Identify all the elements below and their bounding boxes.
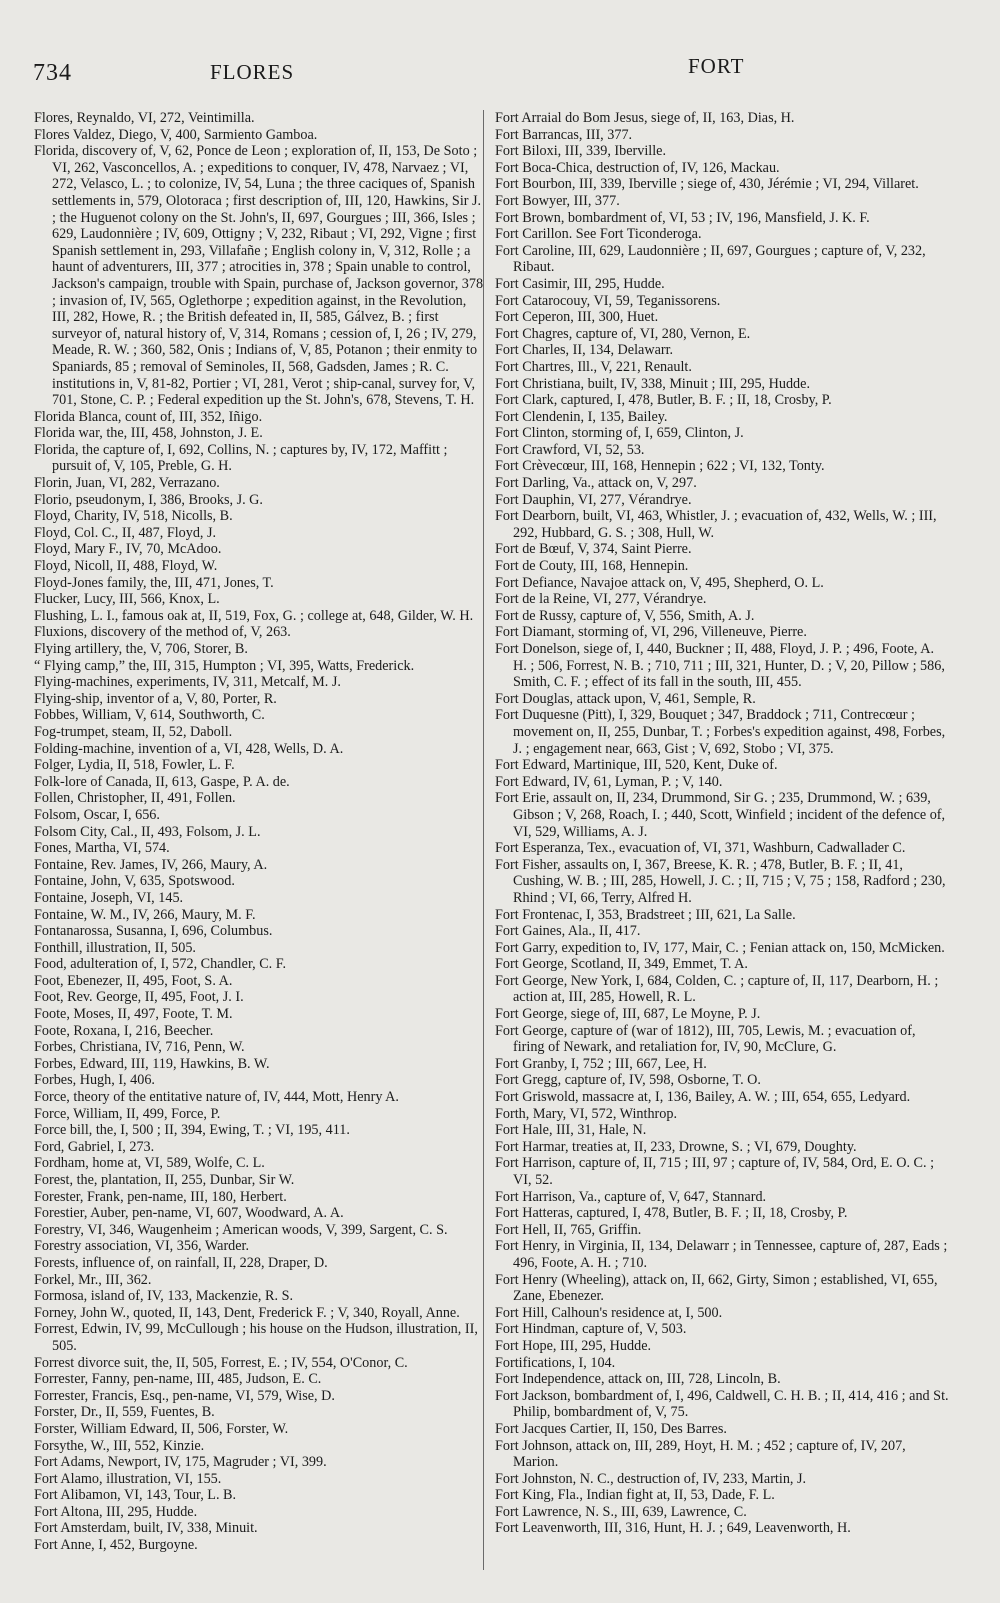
- index-entry: Florin, Juan, VI, 282, Verrazano.: [34, 475, 220, 492]
- index-entry: Fontaine, Joseph, VI, 145.: [34, 889, 184, 906]
- index-entry: Fort Clark, captured, I, 478, Butler, B. F. ; II, 18, Crosby, P.: [495, 392, 832, 409]
- index-entry: Fort Hell, II, 765, Griffin.: [495, 1221, 642, 1238]
- running-head-right: FORT: [688, 54, 745, 78]
- index-entry: Fort de Couty, III, 168, Hennepin.: [495, 558, 689, 575]
- index-entry: Fortifications, I, 104.: [495, 1354, 616, 1371]
- index-entry: Fort Darling, Va., attack on, V, 297.: [495, 475, 697, 492]
- index-entry: Fort Brown, bombardment of, VI, 53 ; IV, 196, Mansfield, J. K. F.: [495, 209, 870, 226]
- index-entry: Fog-trumpet, steam, II, 52, Daboll.: [34, 723, 233, 740]
- index-entry: Foot, Ebenezer, II, 495, Foot, S. A.: [34, 972, 233, 989]
- index-entry: Fort Crèvecœur, III, 168, Hennepin ; 622 ; VI, 132, Tonty.: [495, 458, 825, 475]
- index-entry: Flying-machines, experiments, IV, 311, Metcalf, M. J.: [34, 674, 341, 691]
- index-entry: Folk-lore of Canada, II, 613, Gaspe, P. A. de.: [34, 773, 290, 790]
- index-entry: Fort Diamant, storming of, VI, 296, Villeneuve, Pierre.: [495, 624, 807, 641]
- index-entry: Fort Donelson, siege of, I, 440, Buckner ; II, 488, Floyd, J. P. ; 496, Foote, A. H. ; 506, Forrest, N. B. ; 710, 711 ; III, 321, Hunter, D. ; V, 20, Pillow ; 586, Smith, C. F. ; effect of its fall in the south, III, 455.: [495, 641, 945, 691]
- index-entry: Force, William, II, 499, Force, P.: [34, 1105, 221, 1122]
- index-entry: Fort Independence, attack on, III, 728, Lincoln, B.: [495, 1371, 781, 1388]
- index-column-left: [34, 110, 486, 1554]
- index-entry: Fontaine, John, V, 635, Spotswood.: [34, 873, 235, 890]
- index-entry: Fort Clendenin, I, 135, Bailey.: [495, 408, 668, 425]
- index-entry: Formosa, island of, IV, 133, Mackenzie, R. S.: [34, 1288, 294, 1305]
- index-entry: Fort Boca-Chica, destruction of, IV, 126, Mackau.: [495, 159, 780, 176]
- index-entry: Floyd, Col. C., II, 487, Floyd, J.: [34, 524, 217, 541]
- index-entry: Fort Lawrence, N. S., III, 639, Lawrence, C.: [495, 1503, 747, 1520]
- index-entry: Fort Duquesne (Pitt), I, 329, Bouquet ; 347, Braddock ; 711, Contrecœur ; movement on, II, 255, Dunbar, T. ; Forbes's expedition against, 498, Forbes, J. ; engagement near, 663, Gist ; V, 692, Stobo ; VI, 375.: [495, 707, 946, 757]
- index-entry: Fort Christiana, built, IV, 338, Minuit ; III, 295, Hudde.: [495, 375, 810, 392]
- index-entry: Fort George, capture of (war of 1812), III, 705, Lewis, M. ; evacuation of, firing of Newark, and retaliation for, IV, 90, McClure, G.: [495, 1022, 916, 1056]
- index-entry: Florida war, the, III, 458, Johnston, J. E.: [34, 425, 263, 442]
- index-entry: Fort Ceperon, III, 300, Huet.: [495, 309, 659, 326]
- index-entry: Forbes, Edward, III, 119, Hawkins, B. W.: [34, 1055, 270, 1072]
- index-entry: Florida Blanca, count of, III, 352, Iñigo.: [34, 408, 263, 425]
- index-entry: Fort Chartres, Ill., V, 221, Renault.: [495, 358, 692, 375]
- index-entry: Fort Clinton, storming of, I, 659, Clinton, J.: [495, 425, 744, 442]
- index-entry: Fort Dearborn, built, VI, 463, Whistler, J. ; evacuation of, 432, Wells, W. ; III, 292, Hubbard, G. S. ; 308, Hull, W.: [495, 508, 937, 541]
- index-entry: Flucker, Lucy, III, 566, Knox, L.: [34, 591, 220, 608]
- index-entry: Flushing, L. I., famous oak at, II, 519, Fox, G. ; college at, 648, Gilder, W. H.: [34, 607, 474, 624]
- index-entry: Fort Jackson, bombardment of, I, 496, Caldwell, C. H. B. ; II, 414, 416 ; and St. Philip, bombardment of, V, 75.: [495, 1387, 949, 1421]
- index-entry: Forestry association, VI, 356, Warder.: [34, 1238, 250, 1255]
- index-entry: Fort Adams, Newport, IV, 175, Magruder ; VI, 399.: [34, 1454, 327, 1471]
- index-column-right: [495, 110, 950, 1537]
- index-entry: Forth, Mary, VI, 572, Winthrop.: [495, 1105, 678, 1122]
- index-entry: Fort Granby, I, 752 ; III, 667, Lee, H.: [495, 1055, 707, 1072]
- index-entry: Fort Edward, IV, 61, Lyman, P. ; V, 140.: [495, 773, 723, 790]
- index-entry: Fort Douglas, attack upon, V, 461, Semple, R.: [495, 690, 756, 707]
- index-entry: Forster, William Edward, II, 506, Forster, W.: [34, 1420, 289, 1437]
- index-entry: Fort Charles, II, 134, Delawarr.: [495, 342, 674, 359]
- index-entry: Fort George, New York, I, 684, Colden, C. ; capture of, II, 117, Dearborn, H. ; action at, III, 285, Howell, R. L.: [495, 972, 939, 1006]
- index-entry: Fort Hope, III, 295, Hudde.: [495, 1337, 652, 1354]
- index-entry: Forkel, Mr., III, 362.: [34, 1271, 152, 1288]
- index-entry: Fort Biloxi, III, 339, Iberville.: [495, 143, 667, 160]
- index-entry: Fort Arraial do Bom Jesus, siege of, II, 163, Dias, H.: [495, 110, 795, 126]
- index-entry: Florida, the capture of, I, 692, Collins, N. ; captures by, IV, 172, Maffitt ; pursuit of, V, 105, Preble, G. H.: [34, 441, 448, 475]
- index-entry: Force, theory of the entitative nature of, IV, 444, Mott, Henry A.: [34, 1089, 399, 1106]
- index-entry: Floyd, Charity, IV, 518, Nicolls, B.: [34, 508, 233, 525]
- index-entry: Fort de la Reine, VI, 277, Vérandrye.: [495, 591, 707, 608]
- index-entry: Follen, Christopher, II, 491, Follen.: [34, 790, 236, 807]
- index-entry: Fort Hill, Calhoun's residence at, I, 500.: [495, 1304, 723, 1321]
- index-entry: Fort Griswold, massacre at, I, 136, Bailey, A. W. ; III, 654, 655, Ledyard.: [495, 1089, 911, 1106]
- index-entry: Folger, Lydia, II, 518, Fowler, L. F.: [34, 757, 235, 774]
- index-entry: Fobbes, William, V, 614, Southworth, C.: [34, 707, 265, 724]
- index-entry: Fort Catarocouy, VI, 59, Teganissorens.: [495, 292, 721, 309]
- index-entry: Fort Defiance, Navajoe attack on, V, 495, Shepherd, O. L.: [495, 574, 824, 591]
- index-entry: Fort Esperanza, Tex., evacuation of, VI, 371, Washburn, Cadwallader C.: [495, 840, 906, 857]
- running-head-left: FLORES: [210, 60, 295, 84]
- index-entry: Forbes, Hugh, I, 406.: [34, 1072, 155, 1089]
- index-entry: Forster, Dr., II, 559, Fuentes, B.: [34, 1404, 215, 1421]
- index-entry: Fort de Russy, capture of, V, 556, Smith, A. J.: [495, 607, 755, 624]
- index-entry: Food, adulteration of, I, 572, Chandler, C. F.: [34, 956, 287, 973]
- index-entry: Fort Caroline, III, 629, Laudonnière ; II, 697, Gourgues ; capture of, V, 232, Ribaut.: [495, 242, 926, 276]
- index-entry: Forrester, Francis, Esq., pen-name, VI, 579, Wise, D.: [34, 1387, 335, 1404]
- index-entry: Fort Harrison, Va., capture of, V, 647, Stannard.: [495, 1188, 767, 1205]
- index-entry: Fordham, home at, VI, 589, Wolfe, C. L.: [34, 1155, 265, 1172]
- index-entry: Foote, Roxana, I, 216, Beecher.: [34, 1022, 214, 1039]
- index-entry: Ford, Gabriel, I, 273.: [34, 1138, 155, 1155]
- index-entry: Forestier, Auber, pen-name, VI, 607, Woodward, A. A.: [34, 1205, 344, 1222]
- page-number: 734: [33, 60, 72, 86]
- index-entry: Flying artillery, the, V, 706, Storer, B.: [34, 641, 248, 657]
- index-entry: Fort Harmar, treaties at, II, 233, Drowne, S. ; VI, 679, Doughty.: [495, 1138, 857, 1155]
- index-entry: Forney, John W., quoted, II, 143, Dent, Frederick F. ; V, 340, Royall, Anne.: [34, 1304, 460, 1321]
- index-entry: Fort Chagres, capture of, VI, 280, Vernon, E.: [495, 325, 751, 342]
- index-entry: Fontaine, Rev. James, IV, 266, Maury, A.: [34, 856, 268, 873]
- index-entry: Fort Gaines, Ala., II, 417.: [495, 923, 641, 940]
- index-entry: Fort George, siege of, III, 687, Le Moyne, P. J.: [495, 1006, 761, 1023]
- index-entry: Fort Carillon. See Fort Ticonderoga.: [495, 226, 702, 243]
- index-entry: Fort Jacques Cartier, II, 150, Des Barres.: [495, 1420, 727, 1437]
- index-entry: Folding-machine, invention of a, VI, 428, Wells, D. A.: [34, 740, 344, 757]
- index-entry: Fort Dauphin, VI, 277, Vérandrye.: [495, 491, 692, 508]
- index-entry: Fort Gregg, capture of, IV, 598, Osborne, T. O.: [495, 1072, 761, 1089]
- index-entry: Forsythe, W., III, 552, Kinzie.: [34, 1437, 205, 1454]
- index-entry: Force bill, the, I, 500 ; II, 394, Ewing, T. ; VI, 195, 411.: [34, 1122, 350, 1139]
- index-entry: Fort Bowyer, III, 377.: [495, 192, 620, 209]
- index-entry: Fort Hindman, capture of, V, 503.: [495, 1321, 687, 1338]
- index-entry: Fort Barrancas, III, 377.: [495, 126, 633, 143]
- index-entry: Floyd-Jones family, the, III, 471, Jones, T.: [34, 574, 274, 591]
- index-entry: Forests, influence of, on rainfall, II, 228, Draper, D.: [34, 1254, 328, 1271]
- index-entry: Fontanarossa, Susanna, I, 696, Columbus.: [34, 923, 273, 940]
- index-entry: Fonthill, illustration, II, 505.: [34, 939, 196, 956]
- index-entry: Foote, Moses, II, 497, Foote, T. M.: [34, 1006, 233, 1023]
- index-entry: Florida, discovery of, V, 62, Ponce de Leon ; exploration of, II, 153, De Soto ; VI, 262, Vasconcellos, A. ; expeditions to conquer, IV, 478, Narvaez ; VI, 272, Velasco, L. ; to colonize, IV, 54, Luna ; the three caciques of, Spanish settlements in, 579, Olotoraca ; first description of, III, 120, Hawkins, Sir J. ; the Huguenot colony on the St. John's, II, 697, Gourgues ; III, 366, Isles ; 629, Laudonnière ; IV, 609, Ottigny ; V, 232, Ribaut ; VI, 292, Vigne ; first Spanish settlement in, 293, Villafañe ; English colony in, V, 312, Rolle ; a haunt of adventurers, III, 377 ; atrocities in, 378 ; Spain unable to control, Jackson's campaign, trouble with Spain, purchase of, Jackson governor, 378 ; invasion of, IV, 565, Oglethorpe ; expedition against, in the Revolution, III, 282, Howe, R. ; the British defeated in, II, 585, Gálvez, B. ; first surveyor of, natural history of, V, 314, Romans ; cession of, I, 26 ; IV, 279, Meade, R. W. ; 360, 582, Onis ; Indians of, V, 85, Potanon ; their enmity to Spaniards, 85 ; removal of Seminoles, II, 568, Gadsden, James ; R. C. institutions in, V, 81-82, Portier ; VI, 281, Verot ; ship-canal, survey for, V, 701, Stone, C. P. ; Federal expedition up the St. John's, 678, Stevens, T. H.: [34, 143, 484, 409]
- index-entry: Flying-ship, inventor of a, V, 80, Porter, R.: [34, 690, 277, 707]
- index-entry: Fort Fisher, assaults on, I, 367, Breese, K. R. ; 478, Butler, B. F. ; II, 41, Cushing, W. B. ; III, 285, Howell, J. C. ; II, 715 ; V, 75 ; 158, Radford ; 230, Rhind ; VI, 66, Terry, Alfred H.: [495, 856, 946, 906]
- index-entry: Fluxions, discovery of the method of, V, 263.: [34, 624, 291, 641]
- index-entry: Fort Harrison, capture of, II, 715 ; III, 97 ; capture of, IV, 584, Ord, E. O. C. ; VI, 52.: [495, 1155, 935, 1188]
- index-entry: Floyd, Nicoll, II, 488, Floyd, W.: [34, 558, 218, 575]
- index-entry: Flores, Reynaldo, VI, 272, Veintimilla.: [34, 110, 255, 126]
- index-entry: Fort Garry, expedition to, IV, 177, Mair, C. ; Fenian attack on, 150, McMicken.: [495, 939, 945, 956]
- index-entry: Folsom City, Cal., II, 493, Folsom, J. L.: [34, 823, 261, 840]
- index-entry: Fort Leavenworth, III, 316, Hunt, H. J. ; 649, Leavenworth, H.: [495, 1520, 851, 1537]
- index-entry: Fort de Bœuf, V, 374, Saint Pierre.: [495, 541, 692, 558]
- index-entry: Floyd, Mary F., IV, 70, McAdoo.: [34, 541, 222, 558]
- index-entry: Forrest, Edwin, IV, 99, McCullough ; his house on the Hudson, illustration, II, 505.: [34, 1321, 478, 1354]
- index-entry: Fort Frontenac, I, 353, Bradstreet ; III, 621, La Salle.: [495, 906, 796, 923]
- index-entry: Fort Edward, Martinique, III, 520, Kent, Duke of.: [495, 757, 778, 774]
- index-entry: Flores Valdez, Diego, V, 400, Sarmiento Gamboa.: [34, 126, 318, 143]
- index-entry: “ Flying camp,” the, III, 315, Humpton ; VI, 395, Watts, Frederick.: [34, 657, 415, 674]
- index-entry: Fort Johnson, attack on, III, 289, Hoyt, H. M. ; 452 ; capture of, IV, 207, Marion.: [495, 1437, 906, 1471]
- index-entry: Fones, Martha, VI, 574.: [34, 840, 170, 857]
- index-entry: Fort Alibamon, VI, 143, Tour, L. B.: [34, 1487, 237, 1504]
- index-entry: Fort Anne, I, 452, Burgoyne.: [34, 1537, 198, 1554]
- column-divider: [483, 110, 484, 1570]
- index-entry: Fort Henry (Wheeling), attack on, II, 662, Girty, Simon ; established, VI, 655, Zane, Ebenezer.: [495, 1271, 938, 1305]
- index-entry: Forbes, Christiana, IV, 716, Penn, W.: [34, 1039, 245, 1056]
- index-entry: Fort Casimir, III, 295, Hudde.: [495, 275, 665, 292]
- index-entry: Fort Bourbon, III, 339, Iberville ; siege of, 430, Jérémie ; VI, 294, Villaret.: [495, 176, 919, 193]
- index-entry: Folsom, Oscar, I, 656.: [34, 806, 160, 823]
- index-entry: Fort Henry, in Virginia, II, 134, Delawarr ; in Tennessee, capture of, 287, Eads ; 496, Foote, A. H. ; 710.: [495, 1238, 948, 1271]
- index-entry: Forrest divorce suit, the, II, 505, Forrest, E. ; IV, 554, O'Conor, C.: [34, 1354, 408, 1371]
- index-entry: Fort Hale, III, 31, Hale, N.: [495, 1122, 647, 1139]
- index-entry: Fort Johnston, N. C., destruction of, IV, 233, Martin, J.: [495, 1470, 807, 1487]
- index-entry: Fort Altona, III, 295, Hudde.: [34, 1503, 198, 1520]
- index-entry: Fort Amsterdam, built, IV, 338, Minuit.: [34, 1520, 258, 1537]
- index-entry: Fort Alamo, illustration, VI, 155.: [34, 1470, 222, 1487]
- index-entry: Forest, the, plantation, II, 255, Dunbar, Sir W.: [34, 1172, 295, 1188]
- index-entry: Florio, pseudonym, I, 386, Brooks, J. G.: [34, 491, 263, 508]
- index-entry: Forrester, Fanny, pen-name, III, 485, Judson, E. C.: [34, 1371, 322, 1388]
- index-entry: Forestry, VI, 346, Waugenheim ; American woods, V, 399, Sargent, C. S.: [34, 1221, 448, 1238]
- index-entry: Fort Crawford, VI, 52, 53.: [495, 441, 645, 458]
- index-entry: Fort King, Fla., Indian fight at, II, 53, Dade, F. L.: [495, 1487, 775, 1504]
- index-entry: Forester, Frank, pen-name, III, 180, Herbert.: [34, 1188, 287, 1205]
- index-entry: Fort George, Scotland, II, 349, Emmet, T. A.: [495, 956, 748, 973]
- index-entry: Fort Erie, assault on, II, 234, Drummond, Sir G. ; 235, Drummond, W. ; 639, Gibson ; V, 268, Roach, I. ; 440, Scott, Winfield ; incident of the defence of, VI, 529, Williams, A. J.: [495, 790, 946, 840]
- index-entry: Fontaine, W. M., IV, 266, Maury, M. F.: [34, 906, 256, 923]
- index-entry: Fort Hatteras, captured, I, 478, Butler, B. F. ; II, 18, Crosby, P.: [495, 1205, 848, 1222]
- index-entry: Foot, Rev. George, II, 495, Foot, J. I.: [34, 989, 244, 1006]
